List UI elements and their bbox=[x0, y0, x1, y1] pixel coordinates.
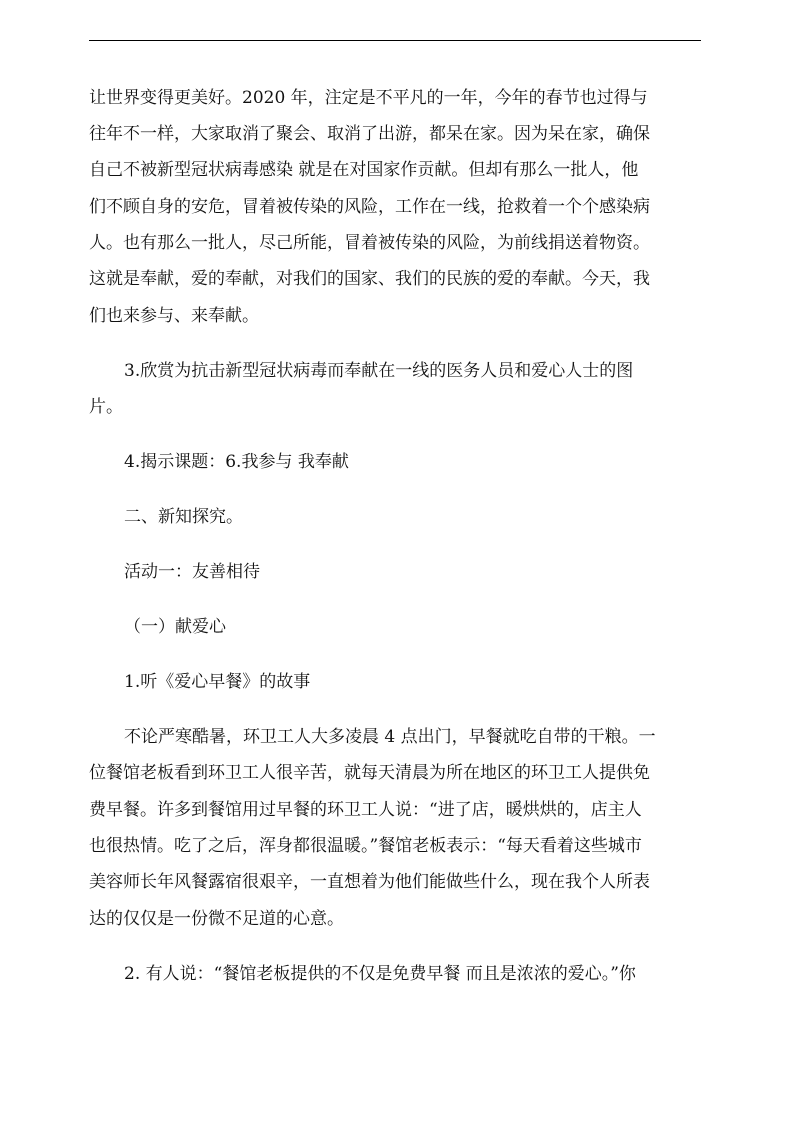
text-line: 让世界变得更美好。2020 年，注定是不平凡的一年，今年的春节也过得与 bbox=[89, 88, 648, 108]
text-line: 4.揭示课题：6.我参与 我奉献 bbox=[124, 452, 349, 472]
header-rule bbox=[89, 40, 701, 41]
text-line: 们不顾自身的安危，冒着被传染的风险，工作在一线，抢救着一个个感染病 bbox=[89, 197, 650, 217]
text-line: 美容师长年风餐露宿很艰辛，一直想着为他们能做些什么，现在我个人所表 bbox=[89, 872, 650, 892]
sub-heading: （一）献爱心 bbox=[124, 617, 226, 637]
text-line: 人。也有那么一批人，尽己所能，冒着被传染的风险，为前线捐送着物资。 bbox=[89, 233, 650, 253]
text-line: 3.欣赏为抗击新型冠状病毒而奉献在一线的医务人员和爱心人士的图 bbox=[124, 361, 634, 381]
text-line: 自己不被新型冠状病毒感染 就是在对国家作贡献。但却有那么一批人，他 bbox=[89, 160, 639, 180]
text-line: 费早餐。许多到餐馆用过早餐的环卫工人说：“进了店，暖烘烘的，店主人 bbox=[89, 800, 642, 820]
text-line: 也很热情。吃了之后，浑身都很温暖。”餐馆老板表示：“每天看着这些城市 bbox=[89, 836, 642, 856]
text-line: 达的仅仅是一份微不足道的心意。 bbox=[89, 909, 344, 929]
activity-heading: 活动一：友善相待 bbox=[124, 562, 260, 582]
section-heading: 二、新知探究。 bbox=[124, 507, 243, 527]
text-line: 位餐馆老板看到环卫工人很辛苦，就每天清晨为所在地区的环卫工人提供免 bbox=[89, 763, 650, 783]
text-line: 这就是奉献，爱的奉献，对我们的国家、我们的民族的爱的奉献。今天，我 bbox=[89, 269, 650, 289]
text-line: 们也来参与、来奉献。 bbox=[89, 306, 259, 326]
text-line: 片。 bbox=[89, 397, 123, 417]
text-line: 往年不一样，大家取消了聚会、取消了出游，都呆在家。因为呆在家，确保 bbox=[89, 124, 650, 144]
text-line: 1.听《爱心早餐》的故事 bbox=[124, 672, 311, 692]
text-line: 不论严寒酷暑，环卫工人大多凌晨 4 点出门，早餐就吃自带的干粮。一 bbox=[124, 727, 656, 747]
text-line: 2. 有人说：“餐馆老板提供的不仅是免费早餐 而且是浓浓的爱心。”你 bbox=[124, 964, 636, 984]
